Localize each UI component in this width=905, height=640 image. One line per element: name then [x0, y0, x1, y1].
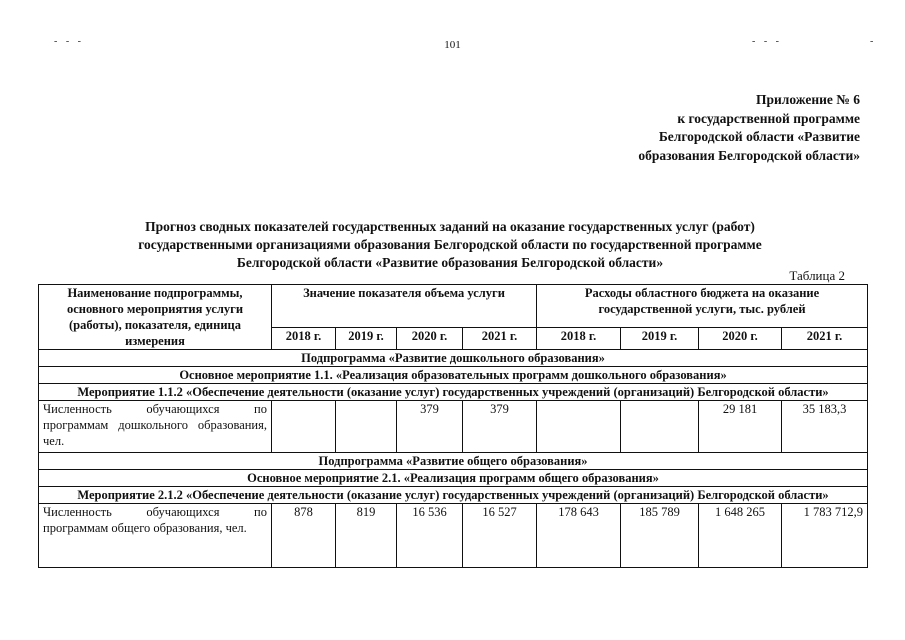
main-event-row: Основное мероприятие 2.1. «Реализация программ общего образования» — [39, 470, 868, 487]
appendix-line: Белгородской области «Развитие — [658, 129, 860, 144]
header-year: 2020 г. — [397, 327, 463, 349]
document-title — [40, 218, 860, 272]
header-year: 2018 г. — [537, 327, 621, 349]
value-cell: 29 181 — [699, 401, 782, 453]
appendix-note — [560, 91, 860, 165]
appendix-line: к государственной программе — [677, 110, 860, 126]
value-cell: 16 536 — [397, 504, 463, 568]
title-line: государственными организациями образования Белгородской области по государственной программе — [138, 237, 762, 252]
value-cell: 379 — [463, 401, 537, 453]
page-number: 101 — [444, 39, 461, 51]
value-cell: 178 643 — [537, 504, 621, 568]
appendix-line: образования Белгородской области» — [638, 147, 860, 163]
event-row: Мероприятие 1.1.2 «Обеспечение деятельности (оказание услуг) государственных учреждений (организаций) Белгородской области» — [39, 384, 868, 401]
header-volume-group: Значение показателя объема услуги — [272, 285, 537, 328]
title-line: Белгородской области «Развитие образования Белгородской области» — [236, 255, 664, 270]
value-cell — [537, 401, 621, 453]
indicator-cell: Численность обучающихся по программам дошкольного образования, чел. — [39, 401, 272, 453]
value-cell: 819 — [336, 504, 397, 568]
header-year: 2020 г. — [699, 327, 782, 349]
value-cell: 1 783 712,9 — [782, 504, 868, 568]
main-event-row: Основное мероприятие 1.1. «Реализация образовательных программ дошкольного образования» — [39, 367, 868, 384]
value-cell: 878 — [272, 504, 336, 568]
forecast-table — [38, 284, 868, 568]
subprogram-row: Подпрограмма «Развитие дошкольного образования» — [39, 350, 868, 367]
value-cell: 1 648 265 — [699, 504, 782, 568]
scan-artifact: - — [870, 36, 877, 47]
appendix-line: Приложение № 6 — [756, 92, 860, 107]
value-cell: 379 — [397, 401, 463, 453]
table-label: Таблица 2 — [789, 268, 845, 283]
value-cell: 35 183,3 — [782, 401, 868, 453]
scan-artifact: - - - — [752, 36, 782, 47]
header-name-column: Наименование подпрограммы, основного мероприятия услуги (работы), показателя, единица измерения — [39, 285, 272, 350]
header-year: 2021 г. — [782, 327, 868, 349]
scan-artifact: - - - — [54, 36, 84, 47]
header-year: 2019 г. — [621, 327, 699, 349]
value-cell: 16 527 — [463, 504, 537, 568]
subprogram-row: Подпрограмма «Развитие общего образования» — [39, 453, 868, 470]
value-cell: 185 789 — [621, 504, 699, 568]
header-year: 2019 г. — [336, 327, 397, 349]
header-year: 2021 г. — [463, 327, 537, 349]
value-cell — [621, 401, 699, 453]
header-year: 2018 г. — [272, 327, 336, 349]
value-cell — [272, 401, 336, 453]
header-budget-group: Расходы областного бюджета на оказание государственной услуги, тыс. рублей — [537, 285, 868, 328]
indicator-cell: Численность обучающихся по программам общего образования, чел. — [39, 504, 272, 568]
title-line: Прогноз сводных показателей государственных заданий на оказание государственных услуг (работ) — [145, 219, 755, 234]
event-row: Мероприятие 2.1.2 «Обеспечение деятельности (оказание услуг) государственных учреждений (организаций) Белгородской области» — [39, 487, 868, 504]
value-cell — [336, 401, 397, 453]
